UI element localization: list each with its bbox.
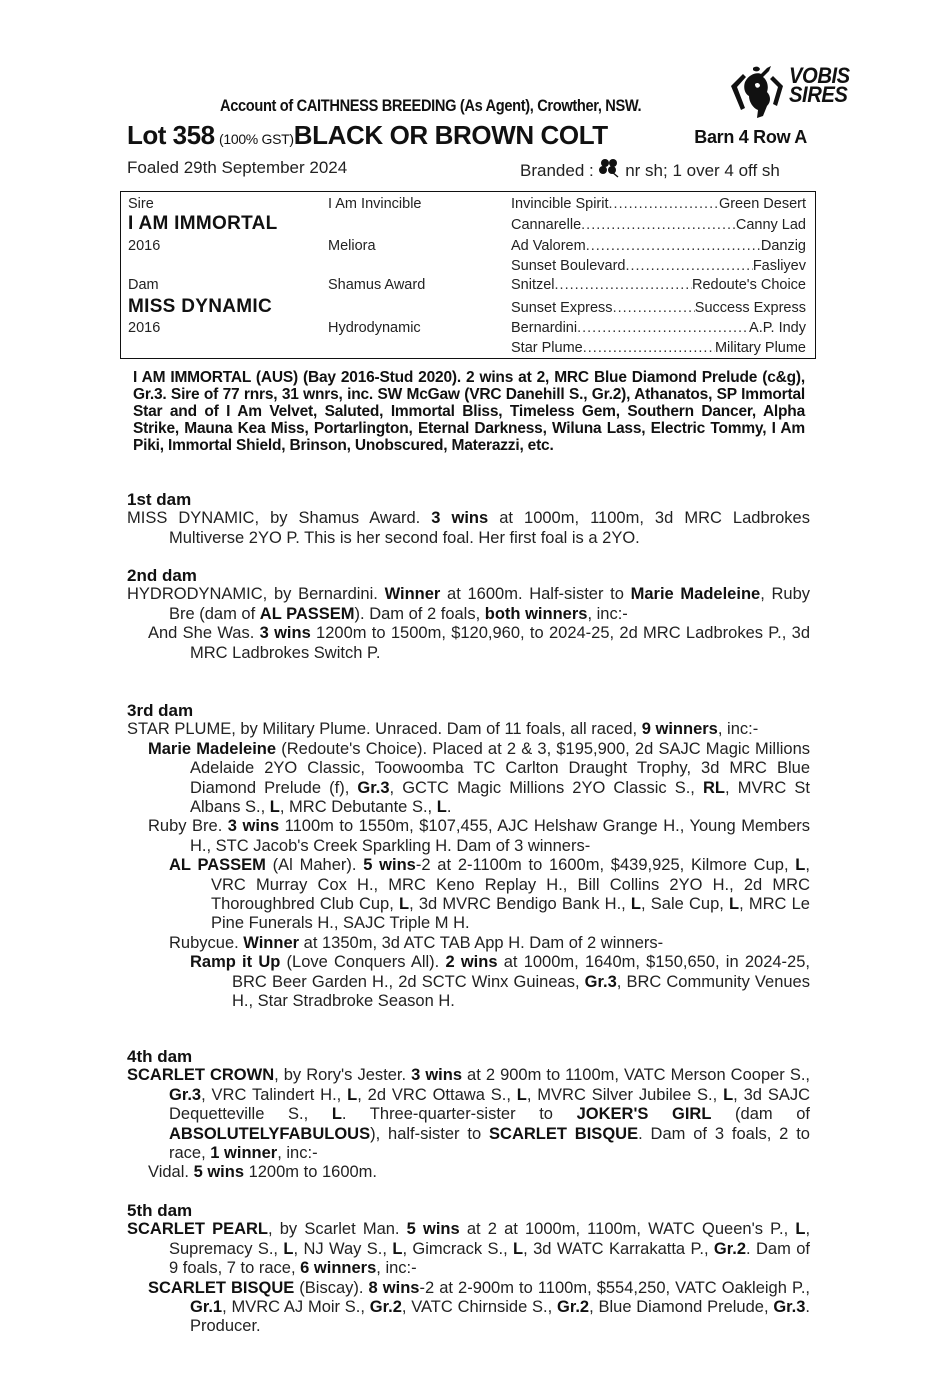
branded-info: [520, 158, 780, 181]
pedigree-paragraph: Rubycue. Winner at 1350m, 3d ATC TAB App H. Dam of 2 winners-: [169, 933, 664, 952]
pedigree-paragraph: MISS DYNAMIC, by Shamus Award. 3 wins at 1000m, 1100m, 3d MRC Ladbrokes Multiverse 2YO P. This is her second foal. Her first foal is a 2YO.: [127, 509, 810, 547]
pedigree-gen3-row: [511, 258, 806, 274]
sire-label: Sire: [128, 196, 154, 212]
pedigree-paragraph: SCARLET BISQUE (Biscay). 8 wins-2 at 2-900m to 1100m, $554,250, VATC Oakleigh P., Gr.1, MVRC AJ Moir S., Gr.2, VATC Chirnside S., Gr.2, Blue Diamond Prelude, Gr.3. Producer.: [148, 1278, 811, 1336]
dam-heading: 2nd dam: [127, 566, 197, 585]
sire-year: 2016: [128, 238, 161, 254]
lot-number: Lot 358: [127, 120, 215, 150]
gen3-left: Sunset Boulevard: [511, 258, 626, 274]
pedigree-gen3-row: [511, 196, 806, 212]
logo-line-1: VOBIS: [789, 63, 850, 88]
leader-dots: [625, 258, 752, 274]
pedigree-gen3-row: [511, 238, 806, 254]
dam-heading: 1st dam: [127, 490, 192, 509]
dam-section-2: [127, 566, 810, 663]
gen3-right: A.P. Indy: [749, 320, 806, 336]
leader-dots: [577, 320, 749, 336]
gen3-right: Redoute's Choice: [691, 277, 806, 293]
gen3-left: Bernardini: [511, 320, 578, 336]
pedigree-gen3-row: [511, 340, 806, 356]
dam-sire: Shamus Award: [328, 277, 426, 293]
gen3-left: Star Plume: [511, 340, 583, 356]
pedigree-paragraph: STAR PLUME, by Military Plume. Unraced. Dam of 11 foals, all raced, 9 winners, inc:-: [127, 720, 759, 739]
pedigree-gen3-row: [511, 320, 806, 336]
dam-dam: Hydrodynamic: [328, 320, 421, 336]
pedigree-gen3-row: [511, 217, 806, 233]
vendor-account: Account of CAITHNESS BREEDING (As Agent), Crowther, NSW.: [220, 96, 642, 115]
jockey-horse-icon: [727, 62, 789, 120]
leader-dots: [555, 277, 692, 293]
leader-dots: [581, 217, 736, 233]
four-leaf-clover-icon: [598, 158, 620, 178]
leader-dots: [586, 238, 761, 254]
gen3-right: Fasliyev: [752, 258, 806, 274]
dam-section-1: [127, 490, 810, 548]
dam-name: MISS DYNAMIC: [128, 296, 272, 317]
pedigree-table: [120, 191, 816, 359]
gen3-left: Invincible Spirit: [511, 196, 609, 212]
gen3-left: Ad Valorem: [511, 238, 586, 254]
dam-section-4: [127, 1047, 810, 1183]
dam-section-3: [127, 701, 810, 1012]
lot-title: BLACK OR BROWN COLT: [293, 120, 608, 150]
pedigree-gen3-row: [511, 300, 806, 316]
vobis-sires-logo: [727, 62, 862, 120]
pedigree-gen3-row: [511, 277, 806, 293]
dam-heading: 5th dam: [127, 1201, 193, 1220]
gen3-right: Military Plume: [714, 340, 806, 356]
logo-line-2: SIRES: [789, 82, 848, 107]
pedigree-paragraph: Ruby Bre. 3 wins 1100m to 1550m, $107,455, AJC Helshaw Grange H., Young Members H., STC Jacob's Creek Sparkling H. Dam of 3 winners-: [148, 817, 810, 855]
pedigree-paragraph: And She Was. 3 wins 1200m to 1500m, $120,960, to 2024-25, 2d MRC Ladbrokes P., 3d MRC Ladbrokes Switch P.: [148, 624, 810, 662]
sire-summary: I AM IMMORTAL (AUS) (Bay 2016-Stud 2020). 2 wins at 2, MRC Blue Diamond Prelude (c&g), Gr.3. Sire of 77 rnrs, 31 wnrs, inc. SW McGaw (VRC Danehill S., Gr.2), Athanatos, SP Immortal Star and of I Am Velvet, Saluted, Immortal Bliss, Timeless Gem, Southern Dancer, Alpha Strike, Mauna Kea Miss, Portarlington, Eternal Darkness, Wiluna Lass, Electric Tommy, I Am Piki, Immortal Shield, Brinson, Unobscured, Materazzi, etc.: [133, 369, 805, 454]
logo-wordmark: [789, 63, 850, 107]
gen3-right: Green Desert: [718, 196, 806, 212]
leader-dots: [583, 340, 715, 356]
pedigree-paragraph: SCARLET CROWN, by Rory's Jester. 3 wins at 2 900m to 1100m, VATC Merson Cooper S., Gr.3, VRC Talindert H., L, 2d VRC Ottawa S., L, MVRC Silver Jubilee S., L, 3d SAJC Dequetteville S., L. Three-quarter-sister to JOKER'S GIRL (dam of ABSOLUTELYFABULOUS), half-sister to SCARLET BISQUE. Dam of 3 foals, 2 to race, 1 winner, inc:-: [127, 1066, 811, 1163]
pedigree-paragraph: SCARLET PEARL, by Scarlet Man. 5 wins at 2 at 1000m, 1100m, WATC Queen's P., L, Supremacy S., L, NJ Way S., L, Gimcrack S., L, 3d WATC Karrakatta P., Gr.2. Dam of 9 foals, 7 to race, 6 winners, inc:-: [127, 1220, 811, 1278]
dam-section-5: [127, 1201, 810, 1337]
gen3-left: Cannarelle: [511, 217, 582, 233]
pedigree-paragraph: AL PASSEM (Al Maher). 5 wins-2 at 2-1100m to 1600m, $439,925, Kilmore Cup, L, VRC Murray Cox H., MRC Keno Replay H., Bill Collins 2YO H., 2d MRC Thoroughbred Club Cup, L, 3d MVRC Bendigo Bank H., L, Sale Cup, L, MRC Le Pine Funerals H., SAJC Triple M H.: [169, 856, 810, 933]
dam-year: 2016: [128, 320, 161, 336]
gen3-left: Snitzel: [511, 277, 555, 293]
sire-name: I AM IMMORTAL: [128, 213, 278, 234]
gen3-right: Canny Lad: [735, 217, 806, 233]
gst-note: (100% GST): [218, 131, 294, 147]
pedigree-paragraph: Ramp it Up (Love Conquers All). 2 wins at 1000m, 1640m, $150,650, in 2024-25, BRC Beer Garden H., 2d SCTC Winx Guineas, Gr.3, BRC Community Venues H., Star Stradbroke Season H.: [190, 953, 810, 1011]
branded-label: Branded :: [520, 161, 594, 180]
pedigree-paragraph: Vidal. 5 wins 1200m to 1600m.: [148, 1163, 377, 1182]
barn-location: Barn 4 Row A: [694, 127, 807, 147]
branded-value: nr sh; 1 over 4 off sh: [625, 161, 780, 180]
gen3-right: Danzig: [760, 238, 806, 254]
leader-dots: [609, 196, 719, 212]
pedigree-paragraph: Marie Madeleine (Redoute's Choice). Placed at 2 & 3, $195,900, 2d SAJC Magic Millions Adelaide 2YO Classic, Toowoomba TC Carlton Draught Trophy, 3d MRC Blue Diamond Prelude (f), Gr.3, GCTC Magic Millions 2YO Classic S., RL, MVRC St Albans S., L, MRC Debutante S., L.: [148, 739, 810, 817]
sire-sire: I Am Invincible: [328, 196, 422, 212]
dam-label: Dam: [128, 277, 159, 293]
dam-heading: 3rd dam: [127, 701, 194, 720]
leader-dots: [613, 300, 695, 316]
dam-heading: 4th dam: [127, 1047, 193, 1066]
foaled-date: Foaled 29th September 2024: [127, 158, 348, 177]
pedigree-paragraph: HYDRODYNAMIC, by Bernardini. Winner at 1600m. Half-sister to Marie Madeleine, Ruby Bre (dam of AL PASSEM). Dam of 2 foals, both winners, inc:-: [127, 585, 810, 623]
lot-header: [127, 120, 817, 152]
gen3-left: Sunset Express: [511, 300, 613, 316]
gen3-right: Success Express: [694, 300, 806, 316]
sire-dam: Meliora: [328, 238, 376, 254]
